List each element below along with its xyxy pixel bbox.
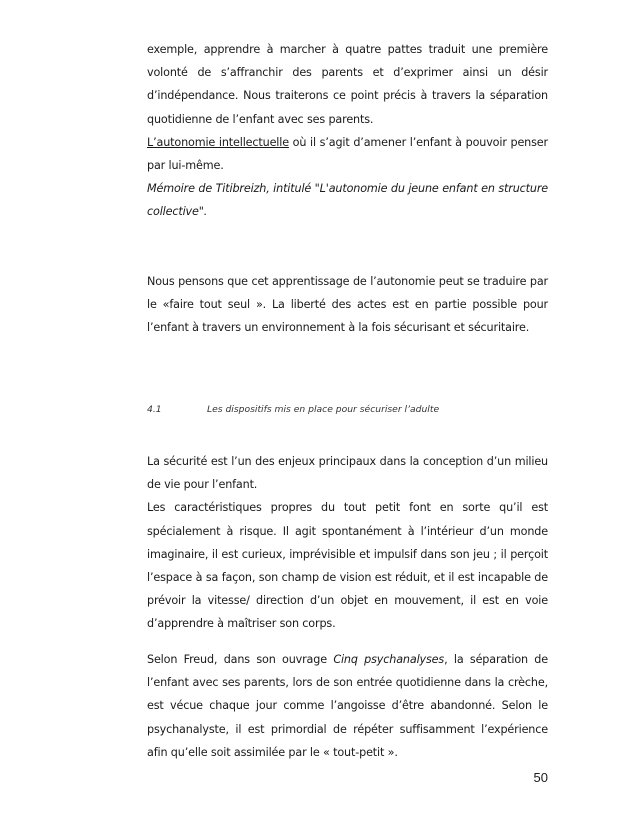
intellectual-autonomy-text: où il s’agit d’amener l’enfant à pouvoir penser par lui-même. (147, 135, 548, 173)
paragraph-intellectual-autonomy (147, 131, 548, 177)
page-number: 50 (533, 770, 548, 785)
section-number: 4.1 (147, 404, 162, 415)
intro-block (147, 38, 548, 224)
paragraph-toddler-risk: Les caractéristiques propres du tout petit font en sorte qu’il est spécialement à risque. Il agit spontanément à l’intérieur d’un monde imaginaire, il est curieux, imprévisible et impulsif dans son jeu ; il perçoit l’espace à sa façon, son champ de vision est réduit, et il est incapable de prévoir la vitesse/ direction d’un objet en mouvement, il est en voie d’apprendre à maîtriser son corps. (147, 501, 548, 631)
memoir-citation: Mémoire de Titibreizh, intitulé "L'autonomie du jeune enfant en structure collective". (147, 182, 548, 219)
paragraph-autonomy-learning: Nous pensons que cet apprentissage de l’autonomie peut se traduire par le «faire tout seul ». La liberté des actes est en partie possible pour l’enfant à travers un environnement à la fois sécurisant et sécuritaire. (147, 275, 548, 335)
paragraph-safety: La sécurité est l’un des enjeux principaux dans la conception d’un milieu de vie pour l’enfant. (147, 455, 548, 492)
freud-text-start: Selon Freud, dans son ouvrage (147, 653, 334, 666)
paragraph-independence: exemple, apprendre à marcher à quatre pattes traduit une première volonté de s’affranchir des parents et d’exprimer ainsi un désir d’indépendance. Nous traiterons ce point précis à travers la séparation quotidienne de l’enfant avec ses parents. (147, 43, 548, 126)
freud-block (147, 648, 548, 764)
intellectual-autonomy-term: L’autonomie intellectuelle (147, 135, 289, 149)
autonomy-block (147, 270, 548, 340)
safety-block (147, 450, 548, 636)
section-heading (147, 402, 548, 418)
paragraph-freud (147, 648, 548, 764)
freud-text-end: , la séparation de l’enfant avec ses parents, lors de son entrée quotidienne dans la crèche, est vécue chaque jour comme l’angoisse d’être abandonné. Selon le psychanalyste, il est primordial de répéter suffisamment l’expérience afin qu’elle soit assimilée par le « tout-petit ». (147, 653, 548, 759)
freud-book-title: Cinq psychanalyses (333, 653, 445, 666)
section-title: Les dispositifs mis en place pour sécuriser l’adulte (207, 404, 440, 415)
